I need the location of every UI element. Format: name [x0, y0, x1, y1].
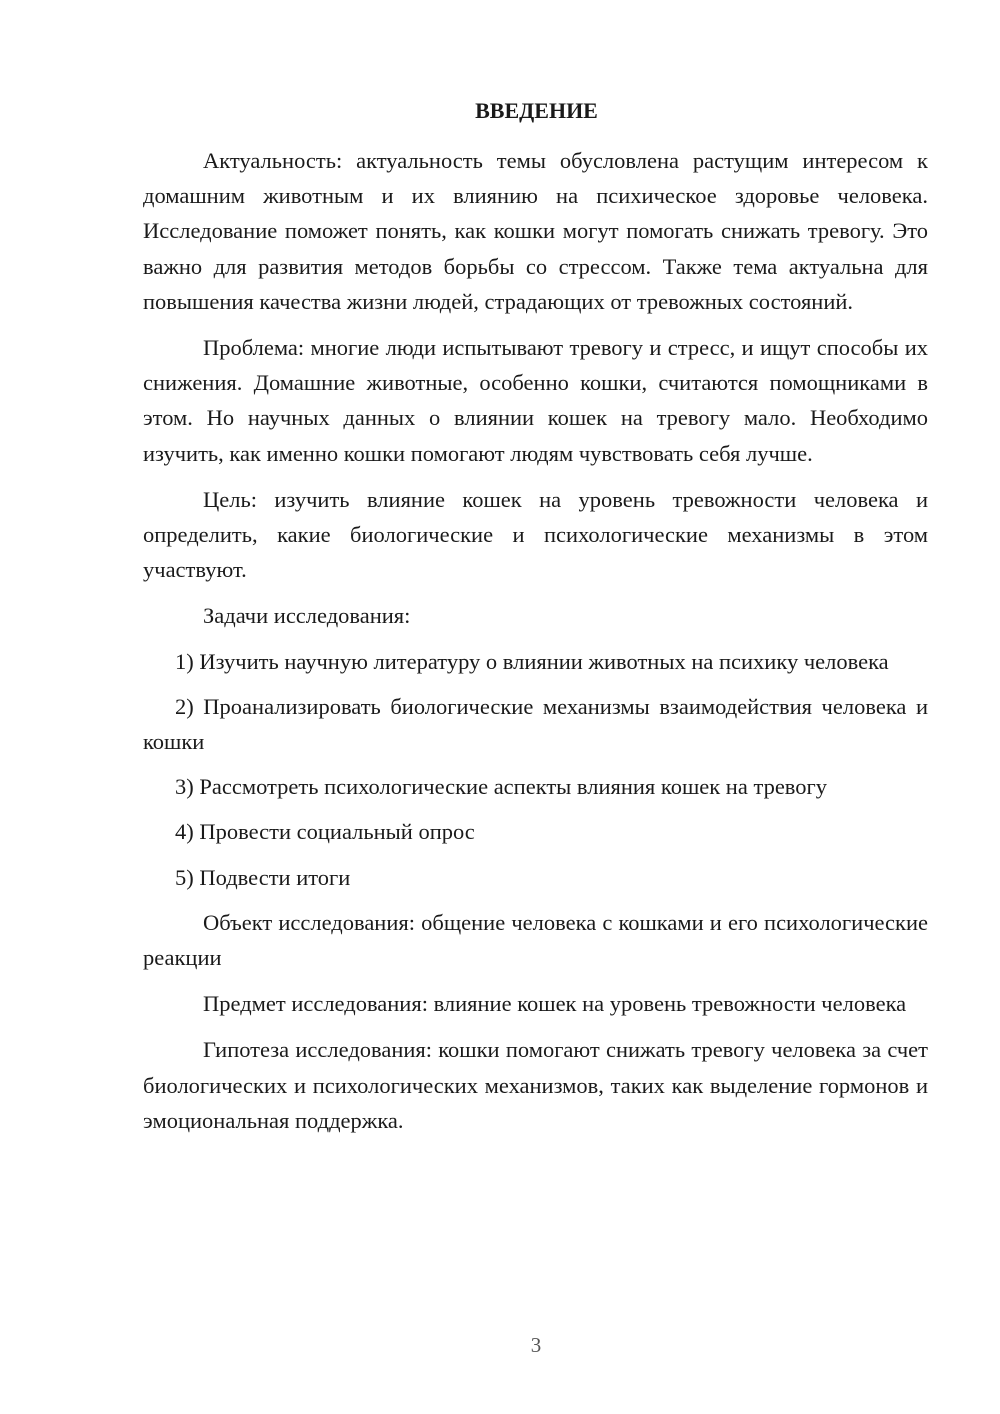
page-content: [143, 95, 928, 1149]
page-number: 3: [530, 1333, 542, 1357]
paragraph-object: Объект исследования: общение человека с кошками и его психологические реакции: [143, 909, 928, 971]
paragraph-relevance: Актуальность: актуальность темы обусловлена растущим интересом к домашним животным и их влиянию на психическое здоровье человека. Исследование поможет понять, как кошки могут помогать снижать тревогу. Это важно для развития методов борьбы со стрессом. Также тема актуальна для повышения качества жизни людей, страдающих от тревожных состояний.: [143, 148, 928, 314]
paragraph-problem: Проблема: многие люди испытывают тревогу и стресс, и ищут способы их снижения. Домашние животные, особенно кошки, считаются помощниками в этом. Но научных данных о влиянии кошек на тревогу мало. Необходимо изучить, как именно кошки помогают людям чувствовать себя лучше.: [143, 335, 928, 466]
task-item-3: 3) Рассмотреть психологические аспекты влияния кошек на тревогу: [175, 774, 828, 800]
task-item-5: 5) Подвести итоги: [175, 864, 351, 890]
paragraph-subject: Предмет исследования: влияние кошек на уровень тревожности человека: [203, 991, 907, 1017]
task-item-1: 1) Изучить научную литературу о влиянии животных на психику человека: [175, 648, 889, 674]
paragraph-goal: Цель: изучить влияние кошек на уровень тревожности человека и определить, какие биологические и психологические механизмы в этом участвуют.: [143, 486, 928, 583]
task-item-2: 2) Проанализировать биологические механизмы взаимодействия человека и кошки: [143, 693, 928, 755]
tasks-heading: Задачи исследования:: [203, 603, 411, 629]
section-title: ВВЕДЕНИЕ: [475, 98, 598, 123]
paragraph-hypothesis: Гипотеза исследования: кошки помогают снижать тревогу человека за счет биологических и психологических механизмов, таких как выделение гормонов и эмоциональная поддержка.: [143, 1037, 928, 1133]
task-item-4: 4) Провести социальный опрос: [175, 819, 475, 845]
